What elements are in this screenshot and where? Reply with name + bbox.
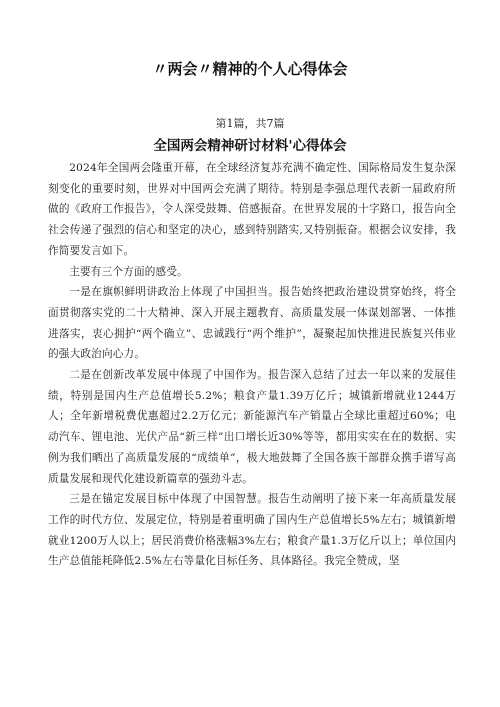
document-title: 〃两会〃精神的个人心得体会 — [152, 60, 348, 78]
body-paragraph: 三是在锚定发展目标中体现了中国智慧。报告生动阐明了接下来一年高质量发展工作的时代方位、发展定位，特别是着重明确了国内生产总值增长5%左右；城镇新增就业1200万人以上；居民消费价格涨幅3%左右；粮食产量1.3万亿斤以上；单位国内生产总值能耗降低2.5%左右等量化目标任务、具体路径。我完全赞成，坚 — [48, 493, 456, 568]
body-paragraph: 一是在旗帜鲜明讲政治上体现了中国担当。报告始终把政治建设贯穿始终，将全面贯彻落实党的二十大精神、深入开展主题教育、高质量发展一体谋划部署、一体推进落实，衷心拥护“两个确立”、忠诚践行“两个维护”，凝聚起加快推进民族复兴伟业的强大政治向心力。 — [48, 286, 456, 361]
body-paragraph: 主要有三个方面的感受。 — [69, 265, 188, 278]
section-counter: 第1篇，共7篇 — [215, 117, 285, 130]
body-paragraph: 2024年全国两会隆重开幕，在全球经济复苏充满不确定性、国际格局发生复杂深刻变化的重要时刻，世界对中国两会充满了期待。特别是李强总理代表新一届政府所做的《政府工作报告》，令人深受鼓舞、倍感振奋。在世界发展的十字路口，报告向全社会传递了强烈的信心和坚定的决心，感到特别踏实,又特别振奋。根据会议安排，我作简要发言如下。 — [48, 162, 456, 257]
body-paragraph: 二是在创新改革发展中体现了中国作为。报告深入总结了过去一年以来的发展佳绩，特别是国内生产总值增长5.2%；粮食产量1.39万亿斤；城镇新增就业1244万人；全年新增税费优惠超过2.2万亿元；新能源汽车产销量占全球比重超过60%；电动汽车、锂电池、光伏产品“新三样”出口增长近30%等等，都用实实在在的数据、实例为我们晒出了高质量发展的“成绩单”，极大地鼓舞了全国各族干部群众携手谱写高质量发展和现代化建设新篇章的强劲斗志。 — [48, 369, 456, 485]
document-body — [48, 158, 456, 572]
section-heading: 全国两会精神研讨材料'心得体会 — [153, 138, 347, 154]
